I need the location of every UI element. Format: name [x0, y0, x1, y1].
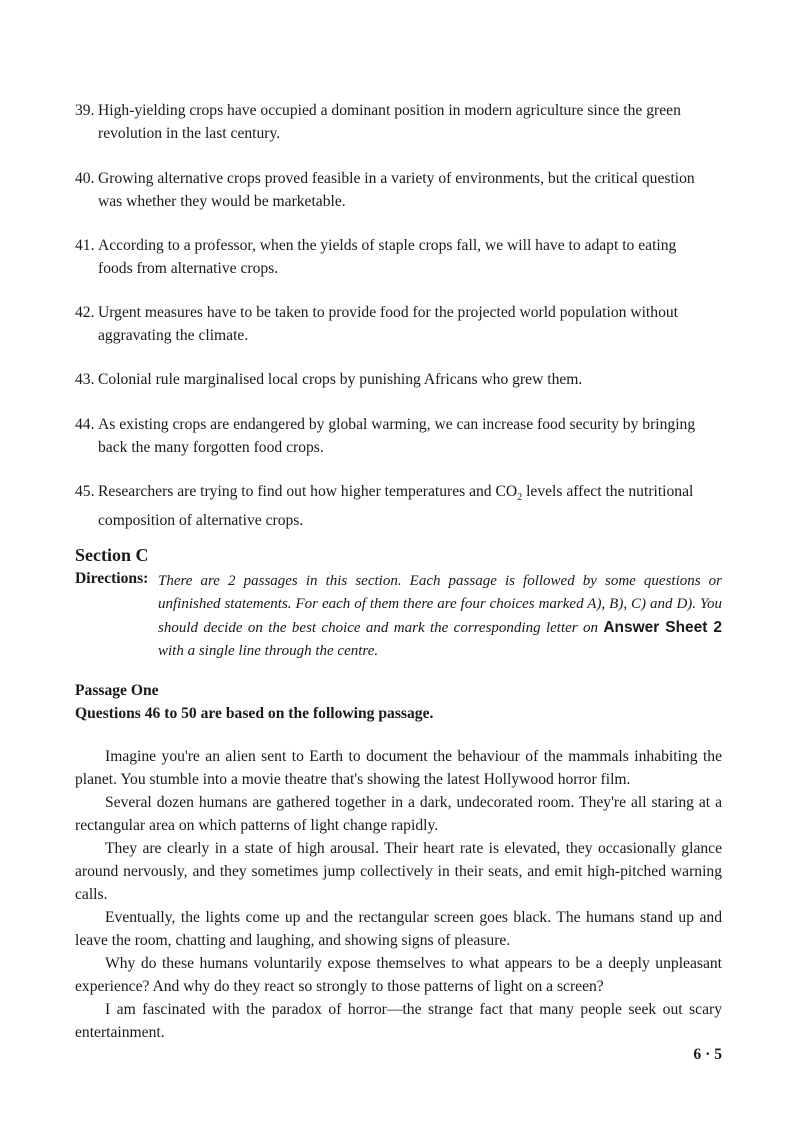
statement-text-cont: composition of alternative crops.: [98, 512, 304, 530]
statement-45: [75, 480, 722, 532]
paragraph: I am fascinated with the paradox of horror—the strange fact that many people seek out scary entertainment.: [75, 1001, 722, 1041]
statement-number: 45.: [75, 483, 95, 500]
statement-42: [75, 301, 722, 347]
statement-number: 44.: [75, 416, 95, 433]
paragraph: Imagine you're an alien sent to Earth to document the behaviour of the mammals inhabiting the planet. You stumble into a movie theatre that's showing the latest Hollywood horror film.: [75, 748, 722, 788]
passage-questions-note: Questions 46 to 50 are based on the following passage.: [75, 705, 434, 722]
paragraph: Why do these humans voluntarily expose themselves to what appears to be a deeply unpleasant experience? And why do they react so strongly to those patterns of light on a screen?: [75, 955, 722, 995]
statement-text: Urgent measures have to be taken to provide food for the projected world population without: [98, 304, 678, 321]
statement-text: Researchers are trying to find out how higher temperatures and CO: [98, 483, 518, 500]
statement-40: [75, 167, 722, 213]
statement-text: Colonial rule marginalised local crops by punishing Africans who grew them.: [98, 371, 583, 388]
directions-text: [158, 570, 722, 663]
statement-number: 43.: [75, 371, 95, 388]
statement-39: [75, 99, 722, 145]
directions-tail: with a single line through the centre.: [158, 643, 379, 659]
paragraph: Several dozen humans are gathered together in a dark, undecorated room. They're all staring at a rectangular area on which patterns of light change rapidly.: [75, 794, 722, 834]
statement-text: According to a professor, when the yields of staple crops fall, we will have to adapt to eating: [98, 237, 677, 254]
directions-body: There are 2 passages in this section. Each passage is followed by some questions or unfinished statements. For each of them there are four choices marked A), B), C) and D). You should decide on the best choice and mark the corresponding letter on: [158, 573, 722, 636]
statement-text-cont: was whether they would be marketable.: [98, 193, 346, 210]
directions-label: Directions:: [75, 570, 149, 587]
statement-text: High-yielding crops have occupied a dominant position in modern agriculture since the green: [98, 102, 681, 119]
answer-sheet-ref: Answer Sheet 2: [603, 619, 722, 636]
statement-43: [75, 368, 722, 391]
statement-text: As existing crops are endangered by global warming, we can increase food security by bringing: [98, 416, 696, 433]
passage-body: [75, 745, 722, 1044]
statement-text-tail: levels affect the nutritional: [522, 483, 694, 500]
statement-text-cont: back the many forgotten food crops.: [98, 439, 324, 456]
statement-number: 40.: [75, 170, 95, 187]
paragraph: Eventually, the lights come up and the rectangular screen goes black. The humans stand up and leave the room, chatting and laughing, and showing signs of pleasure.: [75, 909, 722, 949]
statement-text-cont: aggravating the climate.: [98, 327, 249, 344]
subscript-2: 2: [517, 492, 523, 504]
statement-text: Growing alternative crops proved feasible in a variety of environments, but the critical question: [98, 170, 695, 187]
passage-title: Passage One: [75, 682, 159, 699]
statement-44: [75, 413, 722, 459]
statement-text-cont: revolution in the last century.: [98, 125, 281, 142]
section-title: Section C: [75, 545, 149, 565]
page-number: 6 · 5: [693, 1046, 722, 1063]
statement-number: 39.: [75, 102, 95, 119]
statement-number: 42.: [75, 304, 95, 321]
paragraph: They are clearly in a state of high arousal. Their heart rate is elevated, they occasionally glance around nervously, and they sometimes jump collectively in their seats, and emit high-pitched warning calls.: [75, 840, 722, 903]
statement-number: 41.: [75, 237, 95, 254]
statement-text-cont: foods from alternative crops.: [98, 260, 279, 277]
statement-41: [75, 234, 722, 280]
